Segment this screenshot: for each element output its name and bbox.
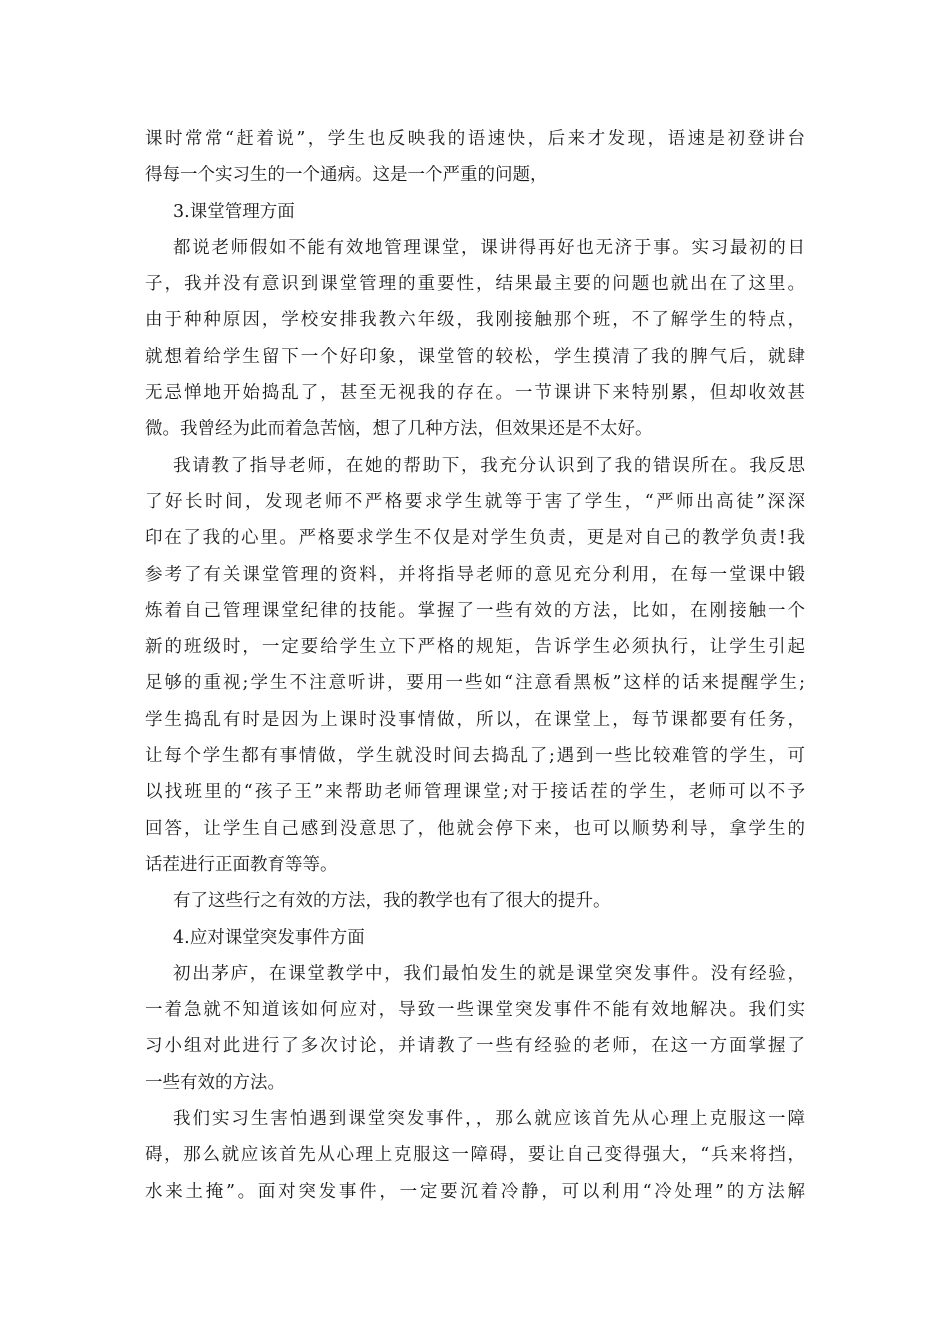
text-line: 一着急就不知道该如何应对，导致一些课堂突发事件不能有效地解决。我们实 xyxy=(145,1000,805,1021)
text-line: 我们实习生害怕遇到课堂突发事件，，那么就应该首先从心理上克服这一障 xyxy=(173,1109,805,1130)
text-line: 由于种种原因，学校安排我教六年级，我刚接触那个班，不了解学生的特点， xyxy=(145,310,805,331)
text-line: 参考了有关课堂管理的资料，并将指导老师的意见充分利用，在每一堂课中锻 xyxy=(145,564,805,585)
text-line: 让每个学生都有事情做，学生就没时间去捣乱了;遇到一些比较难管的学生，可 xyxy=(145,746,805,767)
text-line: 回答，让学生自己感到没意思了，他就会停下来，也可以顺势利导，拿学生的 xyxy=(145,818,805,839)
text-line: 水来土掩”。面对突发事件，一定要沉着冷静，可以利用“冷处理”的方法解 xyxy=(145,1181,805,1202)
text-line: 我请教了指导老师，在她的帮助下，我充分认识到了我的错误所在。我反思 xyxy=(173,455,805,476)
text-line: 了好长时间，发现老师不严格要求学生就等于害了学生，“严师出高徒”深深 xyxy=(145,491,805,512)
text-line: 印在了我的心里。严格要求学生不仅是对学生负责，更是对自己的教学负责!我 xyxy=(145,528,805,549)
text-line: 炼着自己管理课堂纪律的技能。掌握了一些有效的方法，比如，在刚接触一个 xyxy=(145,600,805,621)
text-line: 都说老师假如不能有效地管理课堂，课讲得再好也无济于事。实习最初的日 xyxy=(173,237,805,258)
text-line: 就想着给学生留下一个好印象，课堂管的较松，学生摸清了我的脾气后，就肆 xyxy=(145,346,805,367)
section-heading: 3.课堂管理方面 xyxy=(173,201,295,222)
text-line: 新的班级时，一定要给学生立下严格的规矩，告诉学生必须执行，让学生引起 xyxy=(145,637,805,658)
text-line: 以找班里的“孩子王”来帮助老师管理课堂;对于接话茬的学生，老师可以不予 xyxy=(145,782,805,803)
text-line: 碍，那么就应该首先从心理上克服这一障碍，要让自己变得强大，“兵来将挡， xyxy=(145,1145,805,1166)
text-line: 学生捣乱有时是因为上课时没事情做，所以，在课堂上，每节课都要有任务， xyxy=(145,709,805,730)
document-body xyxy=(145,121,805,1210)
text-line: 一些有效的方法。 xyxy=(145,1072,285,1093)
text-line: 子，我并没有意识到课堂管理的重要性，结果最主要的问题也就出在了这里。 xyxy=(145,274,805,295)
text-line: 无忌惮地开始捣乱了，甚至无视我的存在。一节课讲下来特别累，但却收效甚 xyxy=(145,383,805,404)
section-heading: 4.应对课堂突发事件方面 xyxy=(173,927,365,948)
text-line: 课时常常“赶着说”，学生也反映我的语速快，后来才发现，语速是初登讲台 xyxy=(145,129,805,149)
text-line: 得每一个实习生的一个通病。这是一个严重的问题， xyxy=(145,165,548,186)
text-line: 初出茅庐，在课堂教学中，我们最怕发生的就是课堂突发事件。没有经验， xyxy=(173,963,805,984)
text-line: 习小组对此进行了多次讨论，并请教了一些有经验的老师，在这一方面掌握了 xyxy=(145,1036,805,1057)
text-line: 足够的重视;学生不注意听讲，要用一些如“注意看黑板”这样的话来提醒学生; xyxy=(145,673,805,694)
text-line: 话茬进行正面教育等等。 xyxy=(145,854,338,875)
text-line: 微。我曾经为此而着急苦恼，想了几种方法，但效果还是不太好。 xyxy=(145,419,653,440)
text-line: 有了这些行之有效的方法，我的教学也有了很大的提升。 xyxy=(173,891,611,912)
